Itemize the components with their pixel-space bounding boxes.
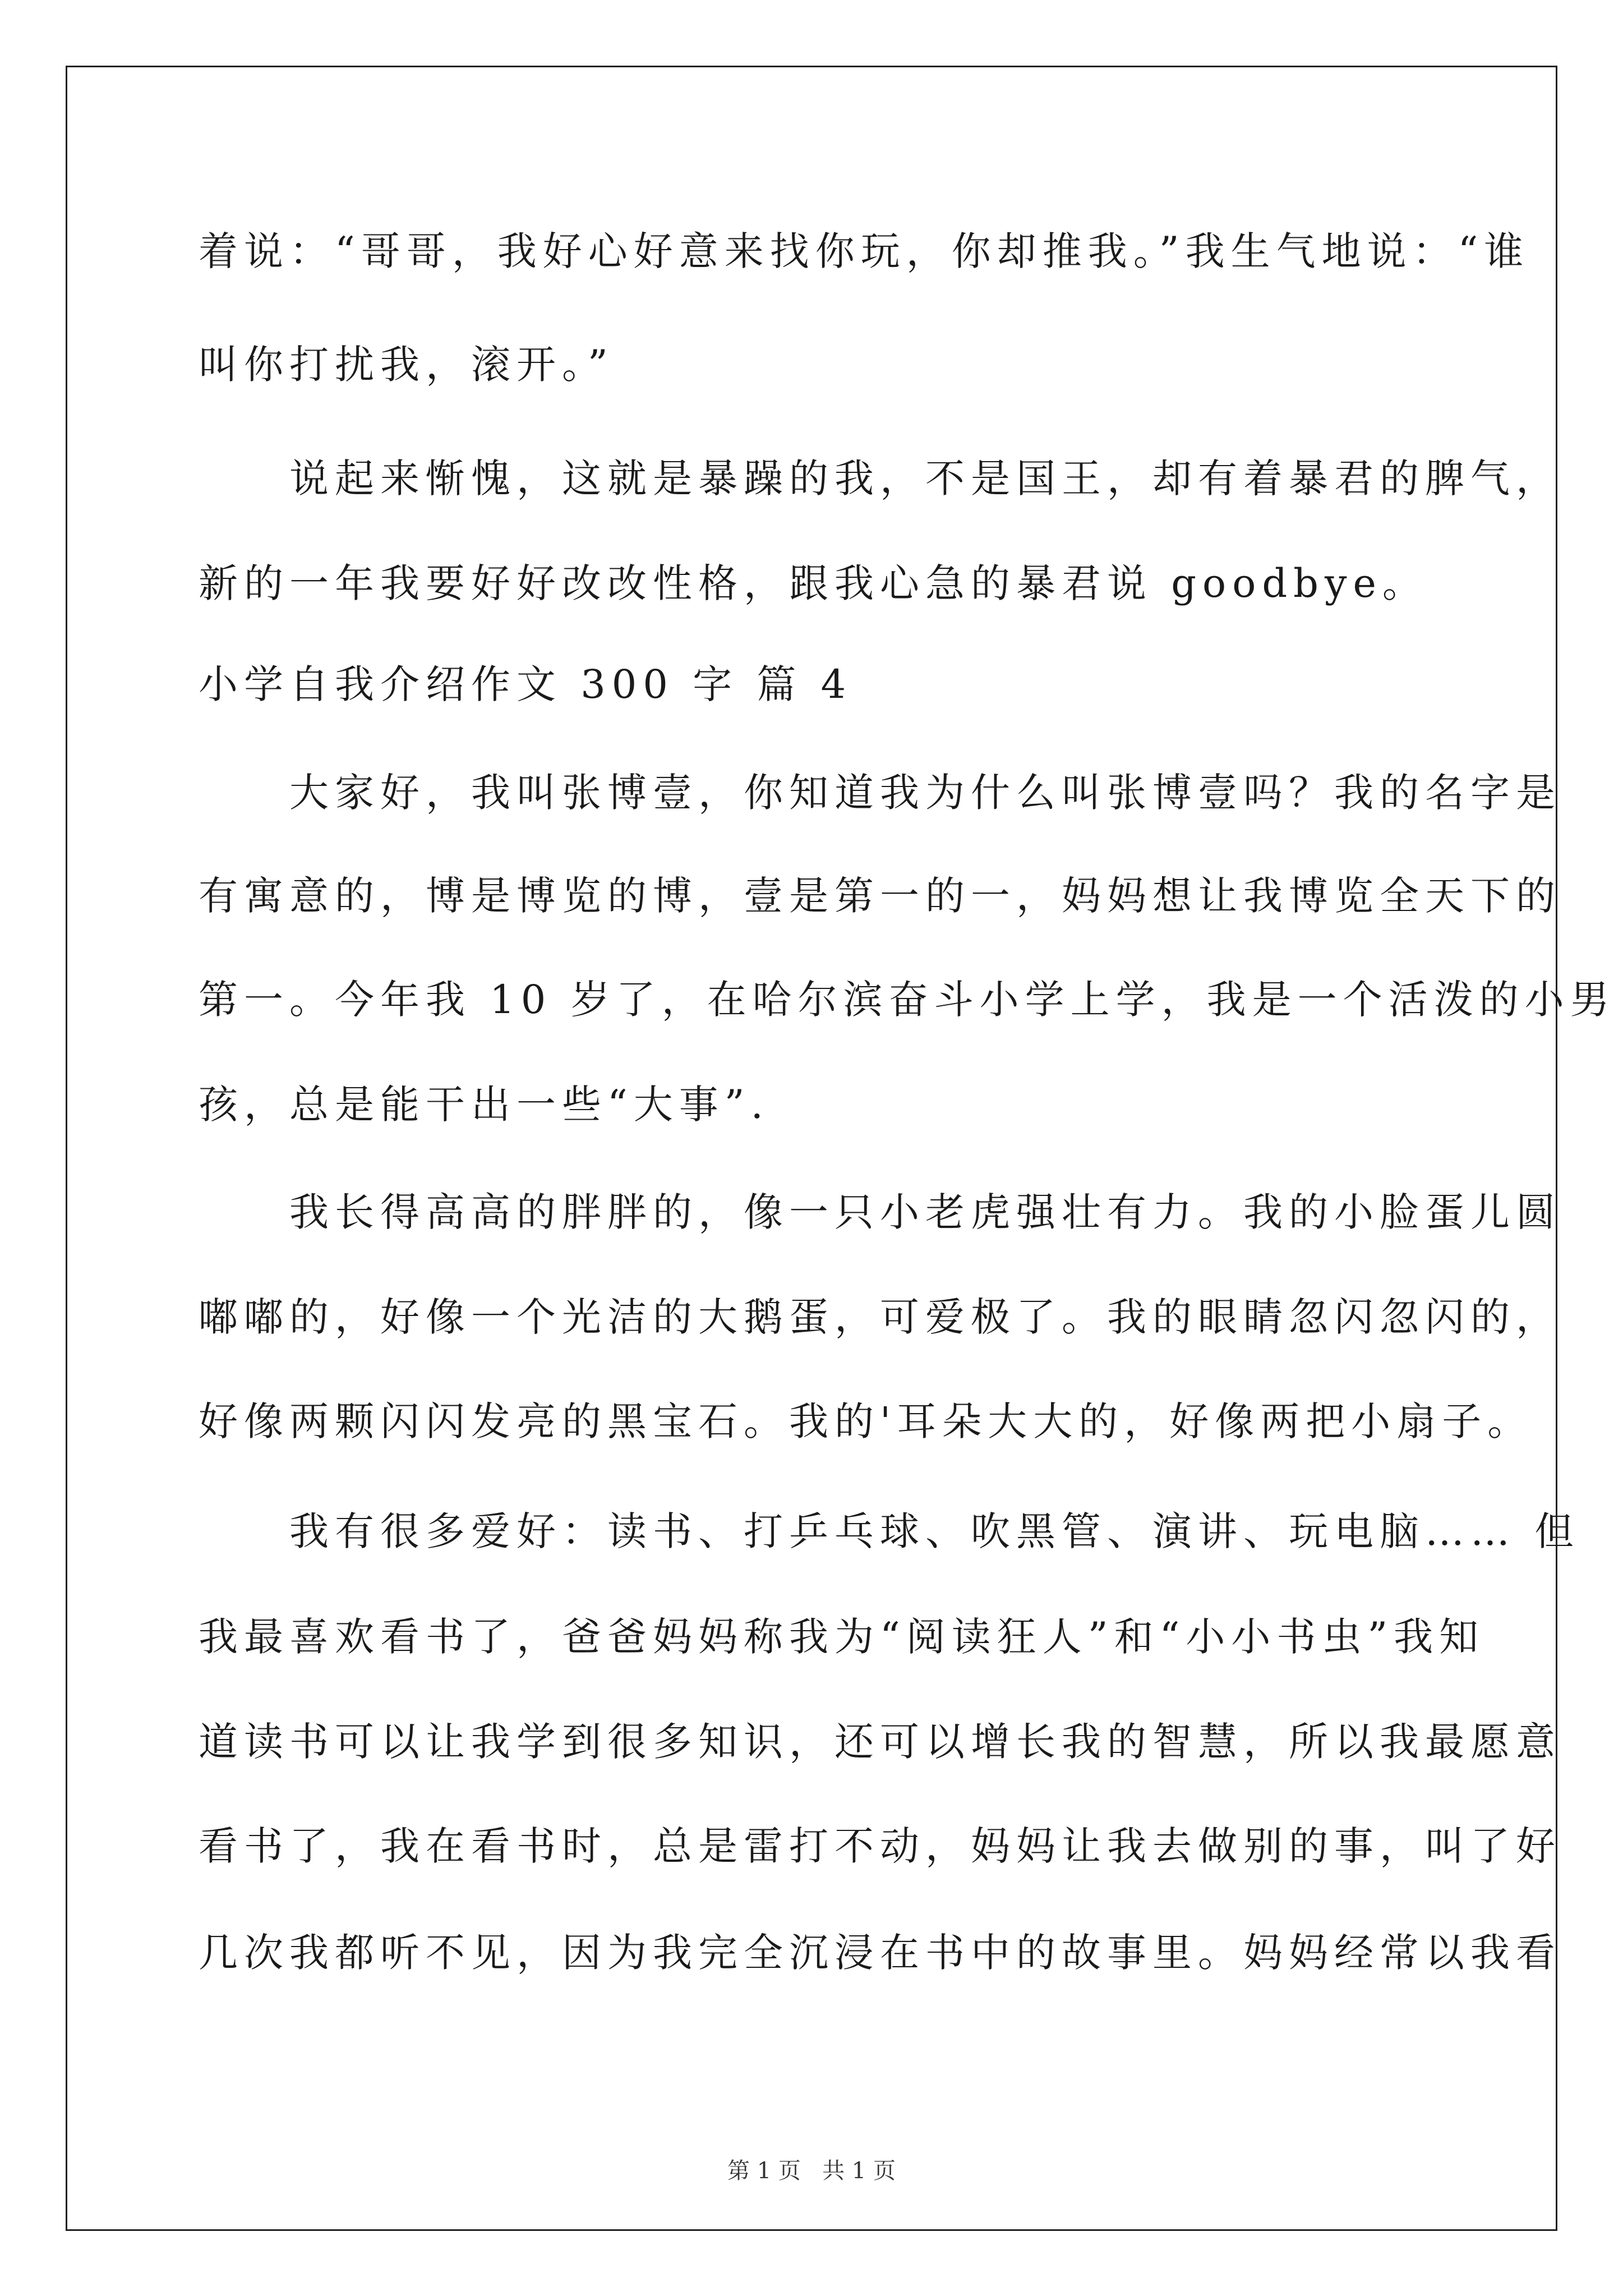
text-line-14: 我最喜欢看书了，爸爸妈妈称我为“阅读狂人”和“小小书虫”我知 [199,1614,1485,1660]
text-line-1: 着说：“哥哥，我好心好意来找你玩，你却推我。”我生气地说：“谁 [199,228,1530,274]
text-line-15: 道读书可以让我学到很多知识，还可以增长我的智慧，所以我最愿意 [199,1719,1561,1765]
page-border [66,66,1557,2231]
section-heading: 小学自我介绍作文 300 字 篇 4 [199,661,852,707]
text-line-17: 几次我都听不见，因为我完全沉浸在书中的故事里。妈妈经常以我看 [199,1930,1561,1976]
text-line-3: 说起来惭愧，这就是暴躁的我，不是国王，却有着暴君的脾气， [199,455,1561,501]
text-line-11: 嘟嘟的，好像一个光洁的大鹅蛋，可爱极了。我的眼睛忽闪忽闪的， [199,1294,1561,1340]
text-line-2: 叫你打扰我，滚开。” [199,342,614,388]
text-line-7: 有寓意的，博是博览的博，壹是第一的一，妈妈想让我博览全天下的 [199,873,1561,919]
text-line-6: 大家好，我叫张博壹，你知道我为什么叫张博壹吗？我的名字是 [199,770,1561,816]
text-line-12: 好像两颗闪闪发亮的黑宝石。我的'耳朵大大的，好像两把小扇子。 [199,1398,1533,1444]
text-line-9: 孩，总是能干出一些“大事”. [199,1082,769,1128]
page-number-footer: 第 1 页 共 1 页 [727,2158,896,2184]
text-line-8: 第一。今年我 10 岁了，在哈尔滨奋斗小学上学，我是一个活泼的小男 [199,977,1616,1023]
text-line-16: 看书了，我在看书时，总是雷打不动，妈妈让我去做别的事，叫了好 [199,1823,1561,1869]
text-line-4: 新的一年我要好好改改性格，跟我心急的暴君说 goodbye。 [199,560,1428,606]
text-line-10: 我长得高高的胖胖的，像一只小老虎强壮有力。我的小脸蛋儿圆 [199,1189,1561,1235]
text-line-13: 我有很多爱好：读书、打乒乓球、吹黑管、演讲、玩电脑…… 但 [199,1508,1580,1554]
